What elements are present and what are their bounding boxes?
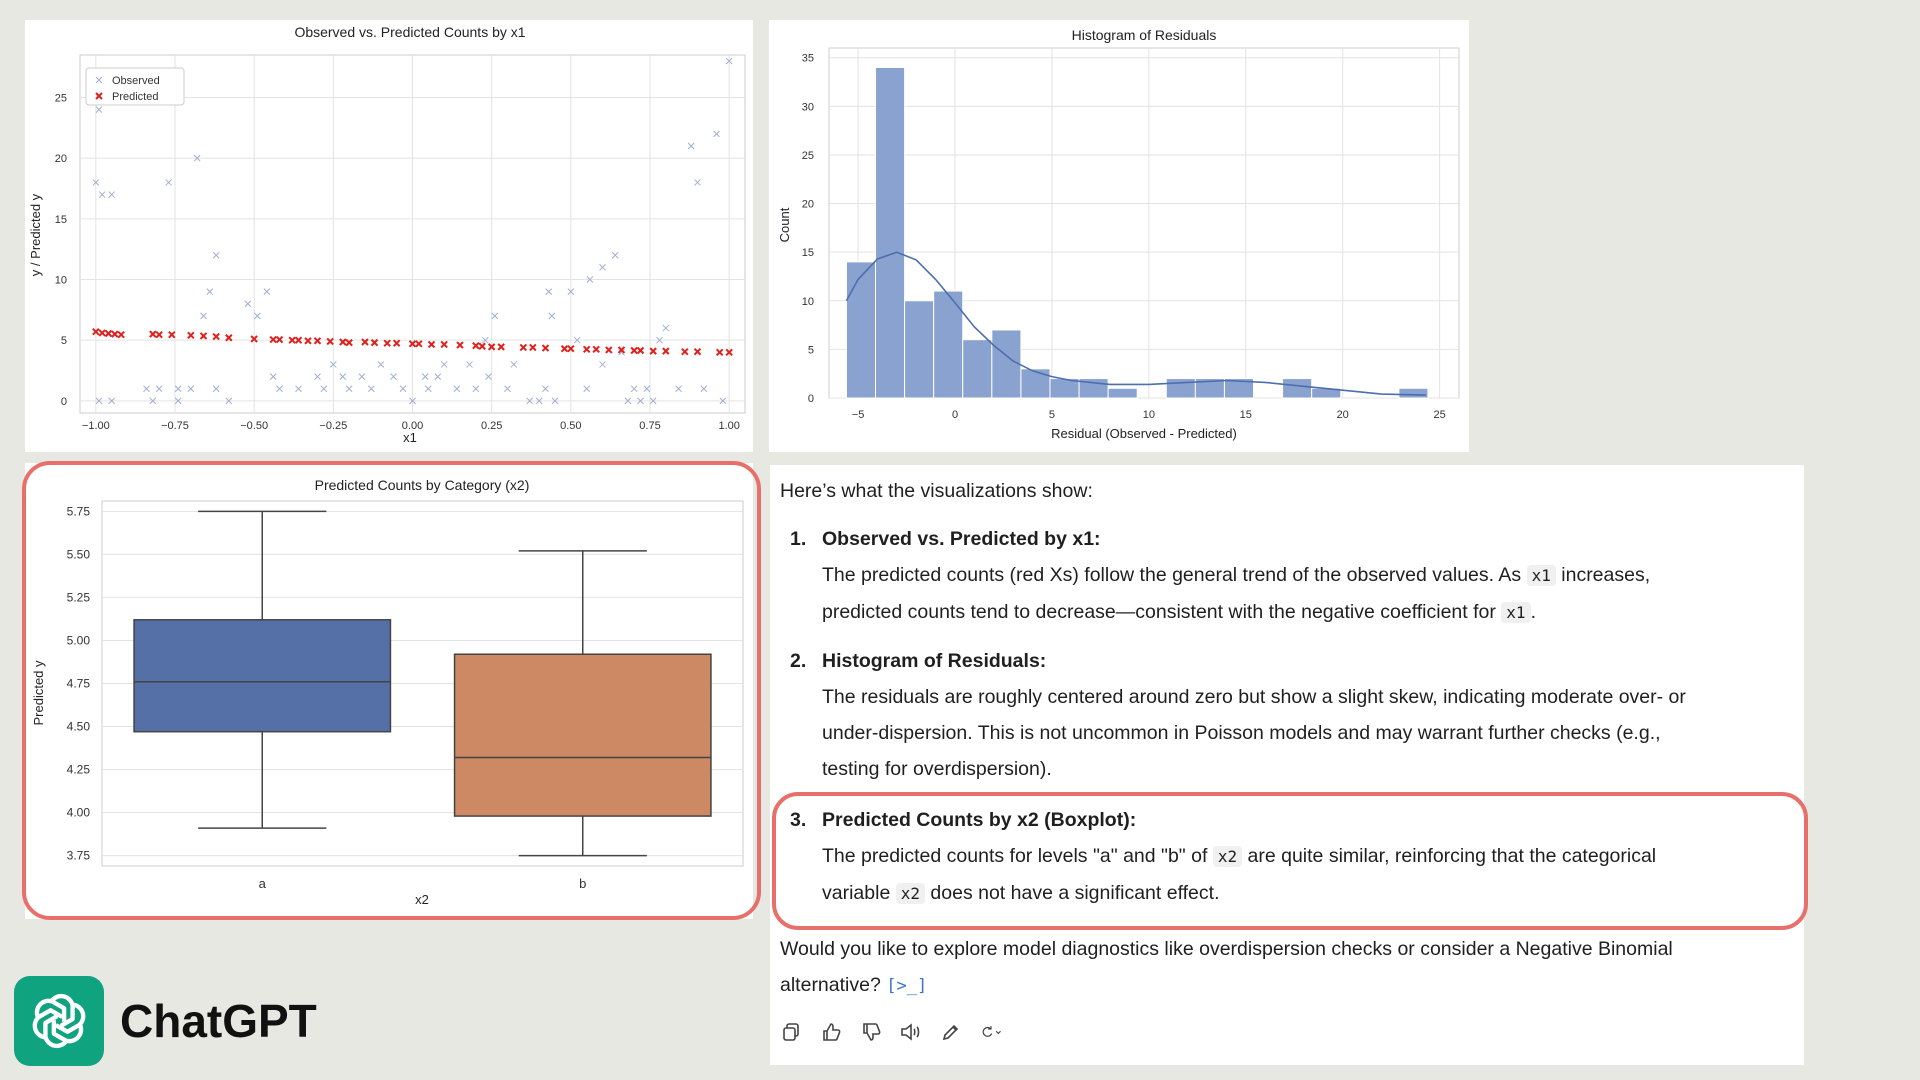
- y-axis-label: y / Predicted y: [28, 193, 43, 277]
- legend: [86, 68, 184, 105]
- x-tick-label: 0.25: [480, 420, 503, 432]
- text: alternative?: [780, 974, 881, 996]
- x-tick-label: 25: [1433, 409, 1446, 421]
- text: variable: [822, 882, 891, 904]
- followup-question: [780, 931, 1790, 1004]
- x-tick-label: b: [579, 876, 587, 891]
- x-tick-label: 20: [1336, 409, 1349, 421]
- chart-title: Histogram of Residuals: [1071, 27, 1217, 43]
- thumbs-up-icon[interactable]: [820, 1021, 842, 1043]
- histogram-bar: [846, 262, 875, 398]
- y-tick-label: 20: [54, 153, 67, 166]
- x-tick-label: 10: [1142, 409, 1155, 421]
- boxplot-highlight: [22, 461, 761, 920]
- histogram-bar: [876, 67, 905, 398]
- chart-title: Predicted Counts by Category (x2): [314, 477, 530, 493]
- y-tick-label: 5.50: [66, 547, 90, 562]
- openai-logo-icon: [14, 976, 104, 1066]
- x-axis-label: x1: [403, 430, 417, 445]
- message-actions: [780, 1021, 1002, 1043]
- y-tick-label: 30: [801, 101, 814, 114]
- x-tick-label: −0.75: [161, 420, 189, 432]
- brand: [14, 976, 317, 1066]
- x-axis-label: Residual (Observed - Predicted): [1051, 426, 1237, 441]
- y-tick-label: 4.00: [66, 805, 90, 820]
- text: does not have a significant effect.: [930, 882, 1220, 904]
- code-inline: x1: [1501, 602, 1530, 623]
- response-intro: Here’s what the visualizations show:: [780, 480, 1093, 502]
- x-tick-label: 1.00: [718, 420, 740, 432]
- edit-icon[interactable]: [940, 1021, 962, 1043]
- text: testing for overdispersion).: [822, 758, 1052, 780]
- thumbs-down-icon[interactable]: [860, 1021, 882, 1043]
- y-tick-label: 5.00: [66, 633, 90, 648]
- copy-icon[interactable]: [780, 1021, 802, 1043]
- x-tick-label: 0.00: [401, 420, 424, 432]
- code-inline: x1: [1527, 565, 1556, 586]
- item-title: Predicted Counts by x2 (Boxplot):: [822, 809, 1137, 831]
- text: predicted counts tend to decrease—consistent with the negative coefficient for: [822, 601, 1496, 623]
- item-title: Histogram of Residuals:: [822, 650, 1047, 672]
- y-tick-label: 35: [801, 52, 814, 65]
- y-tick-label: 5: [60, 335, 67, 348]
- boxplot-explanation-highlight: [772, 792, 1808, 930]
- y-tick-label: 20: [801, 198, 814, 211]
- text: .: [1530, 601, 1536, 623]
- x-tick-label: −5: [851, 409, 865, 421]
- histogram-bar: [1021, 369, 1050, 398]
- text: are quite similar, reinforcing that the categorical: [1247, 845, 1657, 867]
- text: The residuals are roughly centered around zero but show a slight skew, indicating moderate over- or: [822, 686, 1686, 708]
- y-axis-label: Count: [777, 207, 792, 243]
- item-number: 3.: [790, 809, 807, 831]
- item-number: 2.: [790, 650, 807, 672]
- histogram-bar: [963, 340, 992, 398]
- chart-title: Observed vs. Predicted Counts by x1: [294, 24, 526, 40]
- text: The predicted counts for levels "a" and "b" of: [822, 845, 1208, 867]
- assistant-response: [770, 465, 1804, 1065]
- read-aloud-icon[interactable]: [900, 1021, 922, 1043]
- regenerate-icon[interactable]: [980, 1021, 1002, 1043]
- histogram-bar: [905, 301, 934, 398]
- y-tick-label: 5.25: [66, 590, 90, 605]
- histogram-bar: [992, 330, 1021, 398]
- histogram-bar: [1283, 379, 1312, 398]
- text: increases,: [1561, 564, 1651, 586]
- histogram-bar: [1399, 388, 1428, 398]
- code-inline: x2: [1213, 846, 1242, 867]
- text: under-dispersion. This is not uncommon in Poisson models and may warrant further checks (e.g.,: [822, 722, 1661, 744]
- y-axis-label: Predicted y: [31, 660, 46, 726]
- x-axis-label: x2: [415, 892, 429, 907]
- scatter-chart-panel: [25, 20, 753, 452]
- x-tick-label: 0.50: [560, 420, 582, 432]
- y-tick-label: 0: [807, 393, 814, 405]
- brand-name: ChatGPT: [120, 995, 317, 1047]
- y-tick-label: 4.50: [66, 719, 90, 734]
- y-tick-label: 25: [54, 92, 67, 105]
- scatter-chart: [25, 20, 753, 452]
- histogram-chart: [769, 20, 1469, 452]
- x-tick-label: 15: [1239, 409, 1252, 421]
- x-tick-label: −0.50: [240, 420, 269, 432]
- x-tick-label: −1.00: [81, 420, 110, 432]
- item-body: [822, 679, 1782, 787]
- x-tick-label: a: [258, 876, 266, 891]
- y-tick-label: 3.75: [66, 848, 90, 863]
- y-tick-label: 10: [54, 274, 67, 287]
- histogram-chart-panel: [769, 20, 1469, 452]
- legend-label: Observed: [112, 75, 160, 87]
- item-title: Observed vs. Predicted by x1:: [822, 528, 1101, 550]
- text: The predicted counts (red Xs) follow the general trend of the observed values. As: [822, 564, 1522, 586]
- y-tick-label: 4.25: [66, 762, 90, 777]
- code-inline: x2: [896, 883, 925, 904]
- x-tick-label: 0: [951, 409, 959, 421]
- y-tick-label: 5: [807, 344, 814, 357]
- y-tick-label: 10: [801, 295, 814, 308]
- y-tick-label: 25: [801, 149, 814, 162]
- histogram-bar: [1108, 388, 1137, 398]
- y-tick-label: 15: [801, 247, 814, 260]
- y-tick-label: 0: [60, 395, 67, 408]
- x-tick-label: −0.25: [319, 420, 348, 432]
- y-tick-label: 5.75: [66, 504, 90, 519]
- y-tick-label: 4.75: [66, 676, 90, 691]
- x-tick-label: 5: [1048, 409, 1055, 421]
- code-source-link[interactable]: [>_]: [886, 976, 928, 996]
- item-body: [822, 557, 1782, 631]
- x-tick-label: 0.75: [639, 420, 661, 432]
- text: Would you like to explore model diagnostics like overdispersion checks or consider a Negative Binomial: [780, 938, 1673, 960]
- legend-label: Predicted: [112, 91, 159, 103]
- y-tick-label: 15: [54, 213, 67, 226]
- item-number: 1.: [790, 528, 807, 550]
